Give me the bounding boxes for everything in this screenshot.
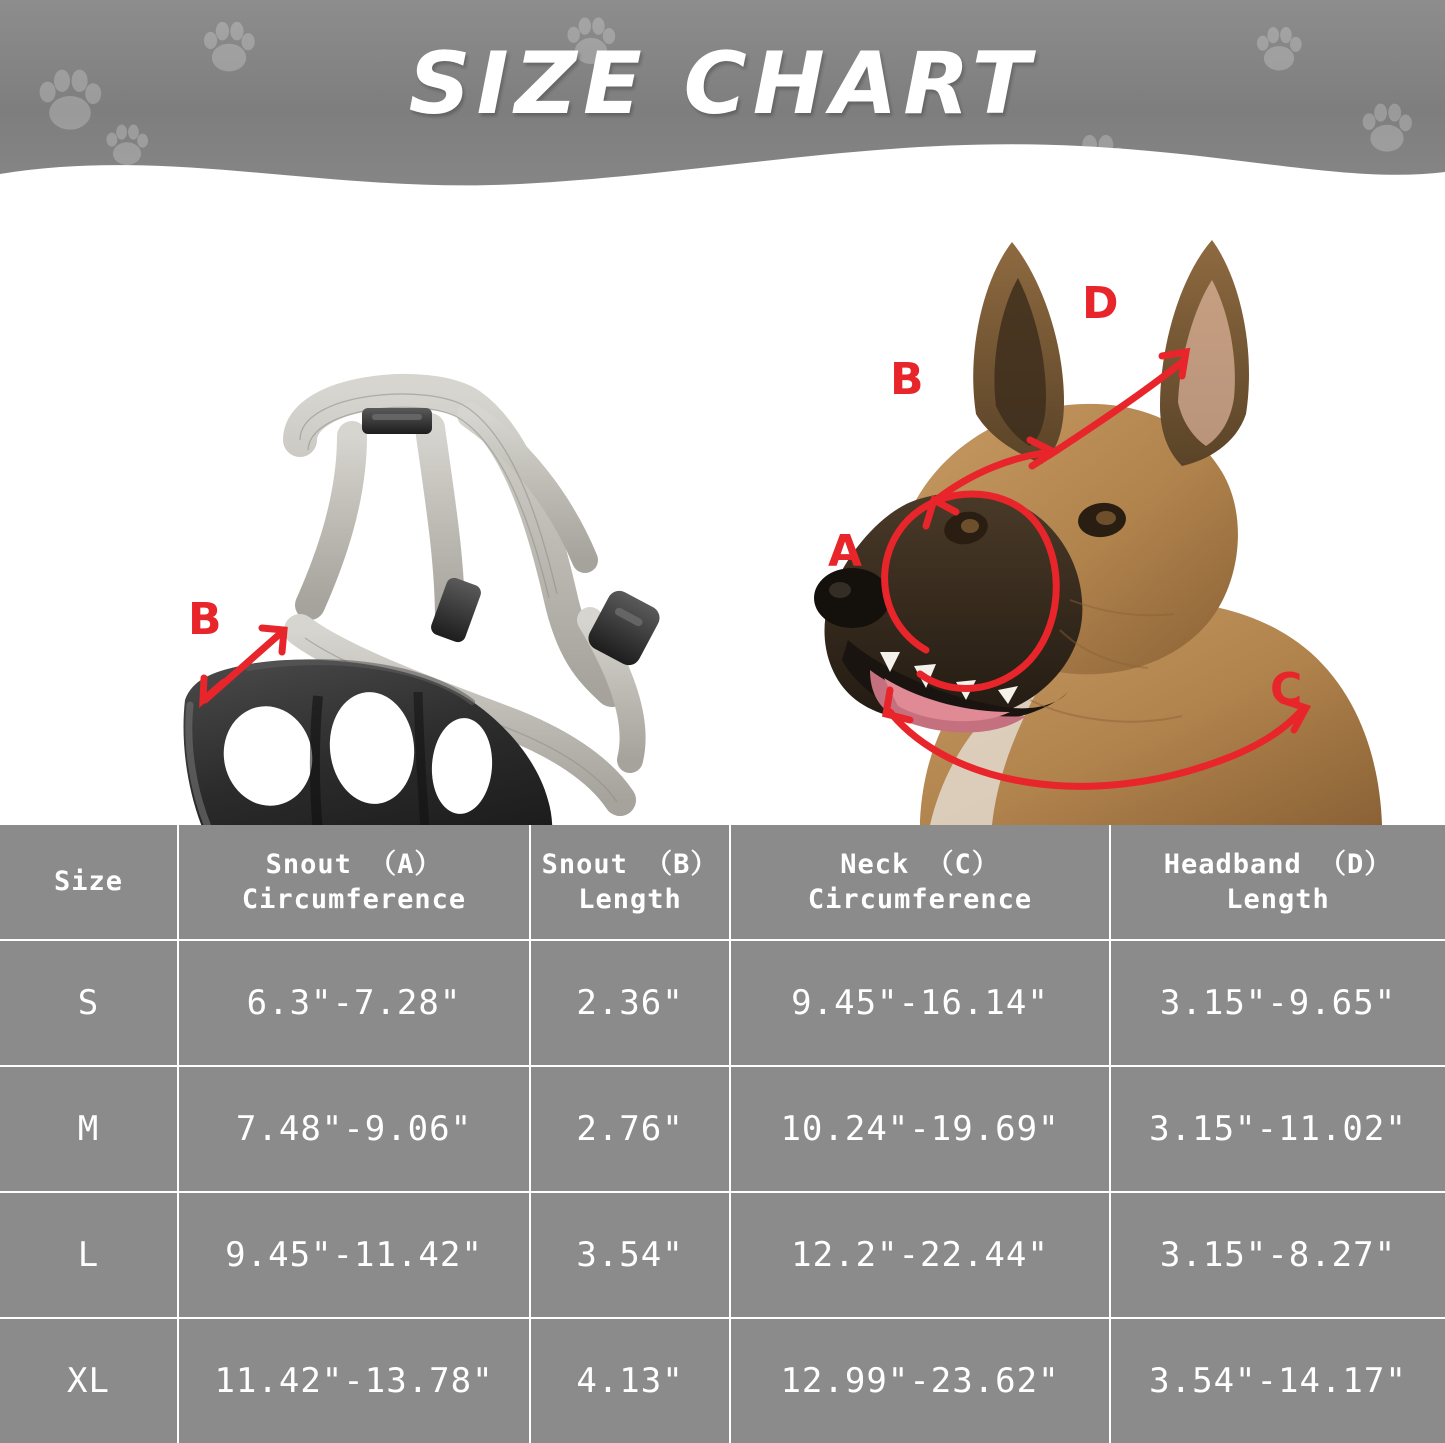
table-row [0,1318,1445,1443]
cell-snout-circumference: 6.3"-7.28" [178,940,530,1066]
cell-size: XL [0,1318,178,1443]
page-title: SIZE CHART [408,34,1037,134]
cell-snout-length: 3.54" [530,1192,730,1318]
column-header-headband-length-sub: Length [1226,884,1330,915]
cell-neck-circumference: 9.45"-16.14" [730,940,1110,1066]
cell-snout-circumference: 9.45"-11.42" [178,1192,530,1318]
column-header-snout-length-sub: Length [578,884,682,915]
column-header-headband-length-main: Headband （D） [1163,848,1393,880]
label-c-dog: C [1270,664,1303,715]
illustration-area [0,200,1445,825]
cell-size: S [0,940,178,1066]
column-header-snout-circumference-main: Snout （A） [265,848,443,880]
column-header-size-main: Size [53,866,124,898]
muzzle-basket [184,660,553,825]
table-row [0,940,1445,1066]
cell-snout-length: 2.76" [530,1066,730,1192]
size-chart-table-wrapper [0,825,1445,1443]
cell-headband-length: 3.54"-14.17" [1110,1318,1445,1443]
muzzle-product-image [0,200,730,825]
cell-neck-circumference: 12.99"-23.62" [730,1318,1110,1443]
cell-headband-length: 3.15"-11.02" [1110,1066,1445,1192]
column-header-snout-circumference [178,825,530,940]
label-b-dog: B [890,354,924,405]
cell-size: L [0,1192,178,1318]
cell-neck-circumference: 12.2"-22.44" [730,1192,1110,1318]
column-header-neck-circumference-sub: Circumference [807,884,1033,915]
header-wave-divider [0,132,1445,200]
column-header-size [0,825,178,940]
table-row [0,1192,1445,1318]
cell-snout-length: 4.13" [530,1318,730,1443]
label-b-muzzle: B [188,594,222,645]
buckle-top [362,408,432,434]
column-header-snout-length-main: Snout （B） [541,848,719,880]
column-header-neck-circumference [730,825,1110,940]
header-banner [0,0,1445,200]
cell-headband-length: 3.15"-9.65" [1110,940,1445,1066]
column-header-headband-length [1110,825,1445,940]
cell-size: M [0,1066,178,1192]
cell-headband-length: 3.15"-8.27" [1110,1192,1445,1318]
label-a-dog: A [828,526,863,577]
column-header-snout-length [530,825,730,940]
column-header-snout-circumference-sub: Circumference [241,884,467,915]
cell-snout-length: 2.36" [530,940,730,1066]
table-row [0,1066,1445,1192]
cell-snout-circumference: 11.42"-13.78" [178,1318,530,1443]
muzzle-drawing [0,200,730,825]
column-header-neck-circumference-main: Neck （C） [840,848,1000,880]
dog-reference-image [730,200,1445,825]
label-d-dog: D [1082,278,1119,329]
size-chart-table [0,825,1445,1443]
table-header-row [0,825,1445,940]
cell-neck-circumference: 10.24"-19.69" [730,1066,1110,1192]
cell-snout-circumference: 7.48"-9.06" [178,1066,530,1192]
